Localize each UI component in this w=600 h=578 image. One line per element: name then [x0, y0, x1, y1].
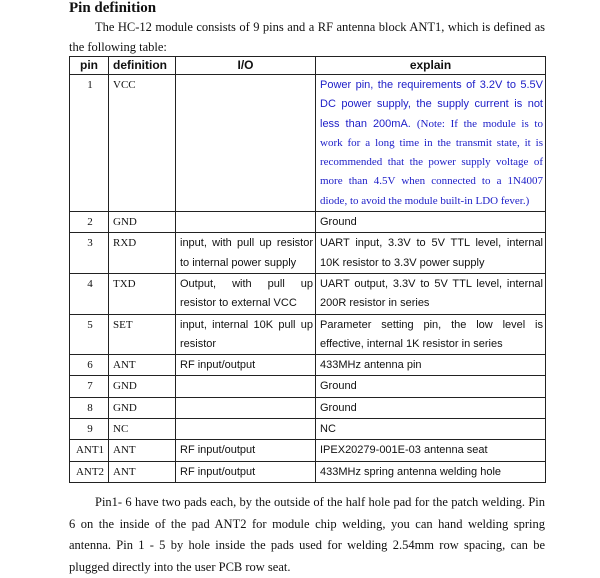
table-row — [70, 355, 546, 376]
explain-cell: Ground — [316, 212, 546, 233]
table-header-row — [70, 57, 546, 75]
header-pin: pin — [70, 57, 109, 75]
table-row — [70, 461, 546, 482]
io-cell: RF input/output — [176, 355, 316, 376]
io-cell — [176, 75, 316, 212]
table-row — [70, 440, 546, 461]
explain-cell: Parameter setting pin, the low level is effective, internal 1K resistor in series — [316, 314, 546, 355]
vcc-power-requirement: Power pin, the requirements of 3.2V to 5.5V DC power supply, the supply current is not less than 200mA. — [320, 79, 543, 130]
definition-cell: GND — [109, 397, 176, 418]
io-cell: RF input/output — [176, 461, 316, 482]
footer-paragraph: Pin1- 6 have two pads each, by the outside of the half hole pad for the patch welding. Pin 6 on the inside of the pad ANT2 for module chip welding, you can hand welding spring antenna. Pin 1 - 5 by hole inside the pads used for welding 2.54mm row spacing, can be plugged directly into the user PCB row seat. — [69, 495, 545, 574]
table-row — [70, 376, 546, 397]
definition-cell: GND — [109, 376, 176, 397]
explain-cell: Ground — [316, 397, 546, 418]
vcc-note: (Note: If the module is to work for a long time in the transmit state, it is recommended that the power supply voltage of more than 4.5V when connected to a 1N4007 diode, to avoid the module built-in LDO fever.) — [320, 117, 543, 207]
table-row — [70, 419, 546, 440]
pin-cell: ANT2 — [70, 461, 109, 482]
io-cell — [176, 397, 316, 418]
pin-cell: ANT1 — [70, 440, 109, 461]
definition-cell: ANT — [109, 440, 176, 461]
table-row — [70, 233, 546, 274]
definition-cell: VCC — [109, 75, 176, 212]
explain-cell: NC — [316, 419, 546, 440]
pin-cell: 5 — [70, 314, 109, 355]
explain-cell: 433MHz antenna pin — [316, 355, 546, 376]
pin-cell: 3 — [70, 233, 109, 274]
explain-cell — [316, 75, 546, 212]
header-definition: definition — [109, 57, 176, 75]
definition-cell: RXD — [109, 233, 176, 274]
explain-cell: UART input, 3.3V to 5V TTL level, internal 10K resistor to 3.3V power supply — [316, 233, 546, 274]
header-explain: explain — [316, 57, 546, 75]
definition-cell: NC — [109, 419, 176, 440]
intro-paragraph: The HC-12 module consists of 9 pins and a RF antenna block ANT1, which is defined as the following table: — [69, 20, 545, 54]
explain-cell: UART output, 3.3V to 5V TTL level, internal 200R resistor in series — [316, 273, 546, 314]
definition-cell: TXD — [109, 273, 176, 314]
explain-cell: 433MHz spring antenna welding hole — [316, 461, 546, 482]
definition-cell: GND — [109, 212, 176, 233]
table-row — [70, 75, 546, 212]
table-row — [70, 314, 546, 355]
pin-cell: 2 — [70, 212, 109, 233]
definition-cell: ANT — [109, 461, 176, 482]
pin-cell: 1 — [70, 75, 109, 212]
io-cell: input, internal 10K pull up resistor — [176, 314, 316, 355]
io-cell: RF input/output — [176, 440, 316, 461]
pin-cell: 4 — [70, 273, 109, 314]
pin-cell: 7 — [70, 376, 109, 397]
table-row — [70, 212, 546, 233]
explain-cell: IPEX20279-001E-03 antenna seat — [316, 440, 546, 461]
table-row — [70, 273, 546, 314]
pin-cell: 8 — [70, 397, 109, 418]
pin-definition-table — [69, 56, 546, 483]
io-cell: input, with pull up resistor to internal power supply — [176, 233, 316, 274]
io-cell — [176, 419, 316, 440]
io-cell: Output, with pull up resistor to external VCC — [176, 273, 316, 314]
definition-cell: ANT — [109, 355, 176, 376]
table-row — [70, 397, 546, 418]
io-cell — [176, 376, 316, 397]
pin-cell: 9 — [70, 419, 109, 440]
section-heading: Pin definition — [69, 0, 157, 16]
io-cell — [176, 212, 316, 233]
header-io: I/O — [176, 57, 316, 75]
definition-cell: SET — [109, 314, 176, 355]
pin-cell: 6 — [70, 355, 109, 376]
explain-cell: Ground — [316, 376, 546, 397]
